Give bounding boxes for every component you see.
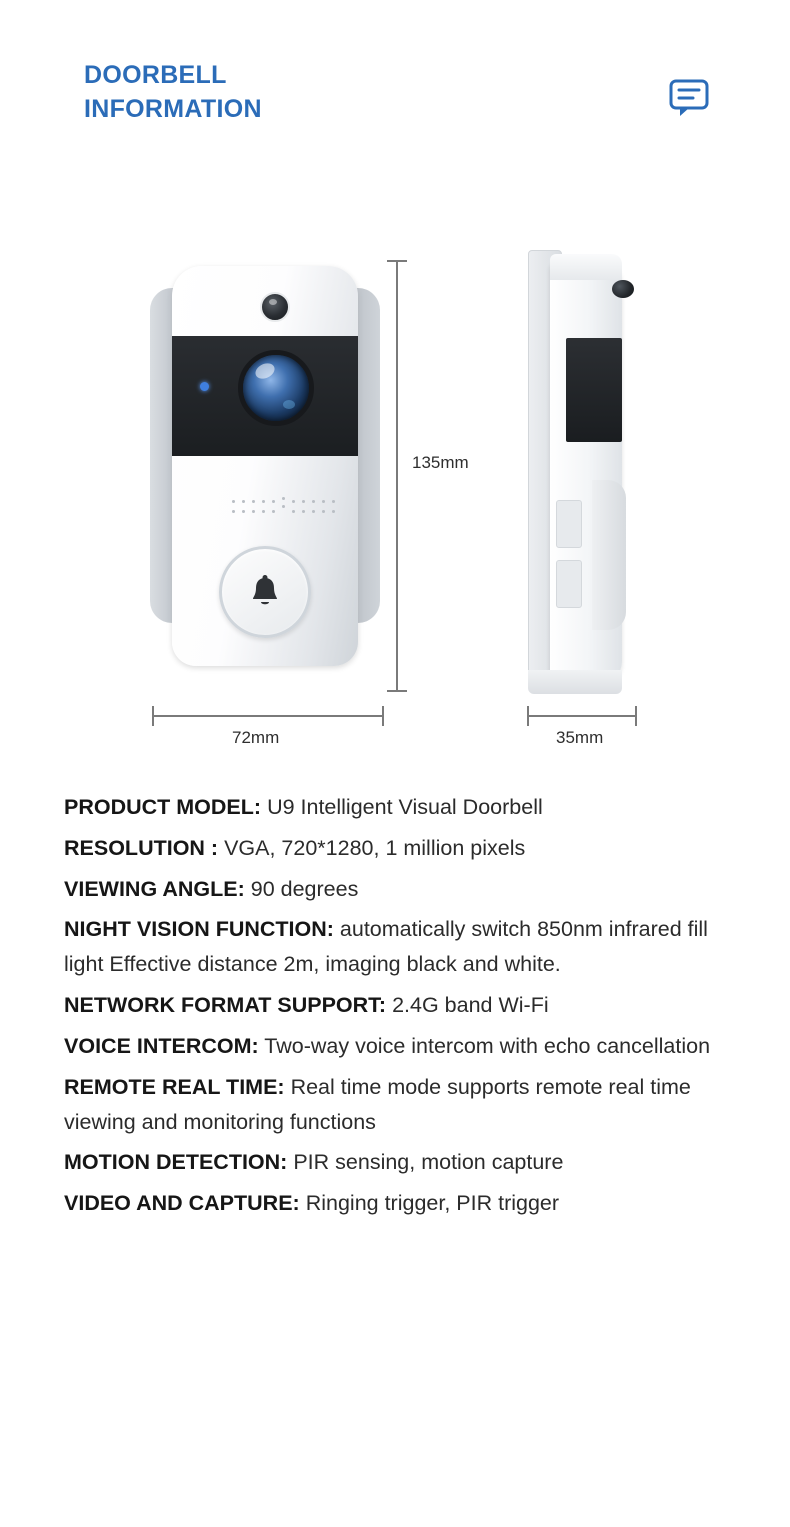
spec-value: 90 degrees bbox=[250, 876, 359, 901]
spec-label: RESOLUTION : bbox=[64, 835, 219, 860]
width-dimension-line bbox=[152, 715, 384, 717]
spec-label: VIEWING ANGLE: bbox=[64, 876, 245, 901]
spec-row bbox=[64, 1145, 750, 1180]
status-led-icon bbox=[200, 382, 209, 391]
spec-row bbox=[64, 872, 750, 907]
product-diagram bbox=[0, 225, 790, 765]
spec-label: VOICE INTERCOM: bbox=[64, 1033, 259, 1058]
spec-value: PIR sensing, motion capture bbox=[293, 1150, 564, 1175]
spec-label: NIGHT VISION FUNCTION: bbox=[64, 917, 334, 942]
page-title: DOORBELL INFORMATION bbox=[84, 61, 262, 123]
spec-label: PRODUCT MODEL: bbox=[64, 795, 262, 819]
side-notch-lower bbox=[556, 560, 582, 608]
side-lower-curve bbox=[592, 480, 626, 630]
chat-bubble-icon[interactable] bbox=[668, 78, 710, 118]
doorbell-front-view bbox=[150, 250, 380, 695]
spec-row bbox=[64, 831, 750, 866]
spec-row bbox=[64, 1070, 750, 1140]
spec-label: MOTION DETECTION: bbox=[64, 1150, 288, 1175]
front-camera-panel bbox=[172, 336, 358, 456]
top-sensor-icon bbox=[260, 292, 290, 322]
width-dimension-label: 72mm bbox=[232, 728, 280, 747]
spec-value: Ringing trigger, PIR trigger bbox=[305, 1191, 560, 1216]
spec-value: Two-way voice intercom with echo cancellation bbox=[264, 1033, 711, 1058]
camera-lens-icon bbox=[238, 350, 314, 426]
spec-value: 2.4G band Wi-Fi bbox=[392, 993, 549, 1018]
side-bottom-edge bbox=[528, 670, 622, 694]
spec-row bbox=[64, 790, 750, 825]
side-top-cap bbox=[550, 254, 622, 280]
specifications-list bbox=[64, 790, 750, 1227]
spec-value: U9 Intelligent Visual Doorbell bbox=[267, 795, 543, 819]
height-dimension-label: 135mm bbox=[412, 453, 469, 472]
spec-row bbox=[64, 1186, 750, 1221]
page-header bbox=[84, 58, 730, 126]
thickness-dimension-label: 35mm bbox=[556, 728, 604, 747]
spec-value: automatically switch 850nm infrared fill light Effective distance 2m, imaging black and white. bbox=[64, 917, 708, 977]
doorbell-push-button[interactable] bbox=[219, 546, 311, 638]
spec-value: Real time mode supports remote real time viewing and monitoring functions bbox=[64, 1074, 691, 1134]
thickness-dimension-line bbox=[527, 715, 637, 717]
spec-label: REMOTE REAL TIME: bbox=[64, 1074, 285, 1099]
spec-row bbox=[64, 1029, 750, 1064]
spec-value: VGA, 720*1280, 1 million pixels bbox=[224, 835, 526, 860]
speaker-grille bbox=[224, 494, 350, 526]
spec-row bbox=[64, 912, 750, 982]
front-body bbox=[172, 266, 358, 666]
spec-row bbox=[64, 988, 750, 1023]
side-top-sensor-icon bbox=[612, 280, 634, 298]
spec-label: NETWORK FORMAT SUPPORT: bbox=[64, 993, 387, 1018]
height-dimension-line bbox=[396, 260, 398, 692]
bell-icon bbox=[250, 575, 280, 609]
side-camera-panel bbox=[566, 338, 622, 442]
side-notch-upper bbox=[556, 500, 582, 548]
doorbell-side-view bbox=[520, 250, 670, 695]
spec-label: VIDEO AND CAPTURE: bbox=[64, 1191, 300, 1216]
